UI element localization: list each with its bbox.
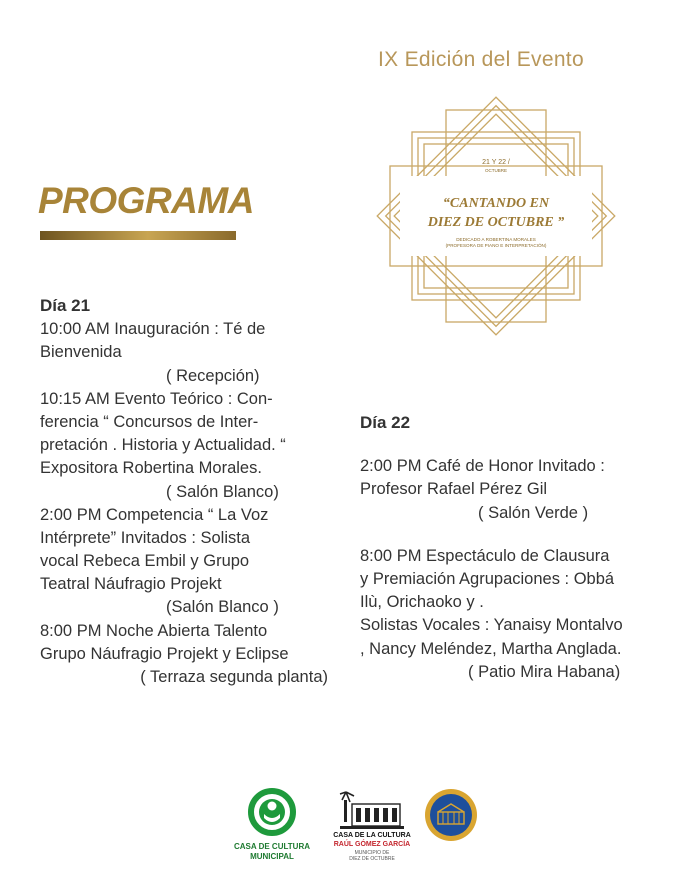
programa-title: PROGRAMA [38, 180, 254, 221]
emblem-title-line2: DIEZ DE OCTUBRE ” [427, 215, 565, 230]
programa-underline [40, 231, 236, 240]
day21-line: 10:00 AM Inauguración : Té de [40, 320, 266, 339]
day21-venue: ( Terraza segunda planta) [140, 668, 328, 687]
cultura-emblem-icon [224, 788, 320, 840]
day21-line: 10:15 AM Evento Teórico : Con- [40, 389, 273, 408]
day22-line: y Premiación Agrupaciones : Obbá [360, 569, 615, 588]
casa-raul-gomez-logo [332, 788, 412, 872]
building-icon [332, 788, 412, 834]
day21-line: 2:00 PM Competencia “ La Voz [40, 505, 269, 524]
day22-line: , Nancy Meléndez, Martha Anglada. [360, 639, 622, 658]
casa-label-2: RAÚL GÓMEZ GARCÍA [333, 841, 411, 848]
emblem-date: 21 Y 22 / [482, 159, 510, 166]
day21-venue: ( Salón Blanco) [166, 482, 279, 501]
casa-cultura-municipal-logo [224, 788, 320, 860]
day21-line: Bienvenida [40, 343, 122, 362]
day21-line: Intérprete” Invitados : Solista [40, 528, 251, 547]
day22-line: Profesor Rafael Pérez Gil [360, 480, 548, 499]
cultura-label-1: CASA DE CULTURA [234, 842, 310, 851]
casa-label-3: MUNICIPIO DE [354, 850, 390, 856]
emblem-title-line1: “CANTANDO EN [442, 196, 550, 211]
emblem-dedication2: (PROFESORA DE PIANO E INTERPRETACIÓN) [445, 243, 547, 248]
day21-venue: ( Recepción) [166, 366, 260, 385]
day21-line: Grupo Náufragio Projekt y Eclipse [40, 644, 289, 663]
emblem-date-sub: OCTUBRE [484, 168, 508, 173]
day22-line: 8:00 PM Espectáculo de Clausura [360, 546, 610, 565]
day21-line: pretación . Historia y Actualidad. “ [40, 436, 286, 455]
day22-venue: ( Patio Mira Habana) [468, 662, 621, 681]
day21-venue: (Salón Blanco ) [166, 598, 279, 617]
day21-line: ferencia “ Concursos de Inter- [40, 412, 259, 431]
day21-heading: Día 21 [40, 296, 91, 315]
spacer [360, 435, 665, 455]
day22-line: 2:00 PM Café de Honor Invitado : [360, 457, 605, 476]
day21-line: Teatral Náufragio Projekt [40, 575, 222, 594]
day22-column [360, 411, 665, 684]
emblem-dedication1: DEDICADO A ROBERTINA MORALES [456, 237, 536, 242]
casa-label-1: CASA DE LA CULTURA [333, 832, 411, 839]
day22-heading: Día 22 [360, 413, 411, 432]
seal-icon [424, 788, 478, 842]
spacer [360, 525, 665, 545]
event-emblem [360, 80, 632, 352]
day22-line: Solistas Vocales : Yanaisy Montalvo [360, 616, 623, 635]
casa-label-4: DIEZ DE OCTUBRE [349, 856, 395, 862]
day21-line: Expositora Robertina Morales. [40, 459, 262, 478]
day21-line: vocal Rebeca Embil y Grupo [40, 552, 250, 571]
municipal-seal-logo [424, 788, 478, 842]
cultura-label-2: MUNICIPAL [250, 852, 294, 861]
edition-title: IX Edición del Evento [378, 48, 584, 71]
day21-column [40, 294, 340, 689]
day22-line: Ilù, Orichaoko y . [360, 593, 484, 612]
day21-line: 8:00 PM Noche Abierta Talento [40, 621, 268, 640]
day22-venue: ( Salón Verde ) [478, 503, 589, 522]
